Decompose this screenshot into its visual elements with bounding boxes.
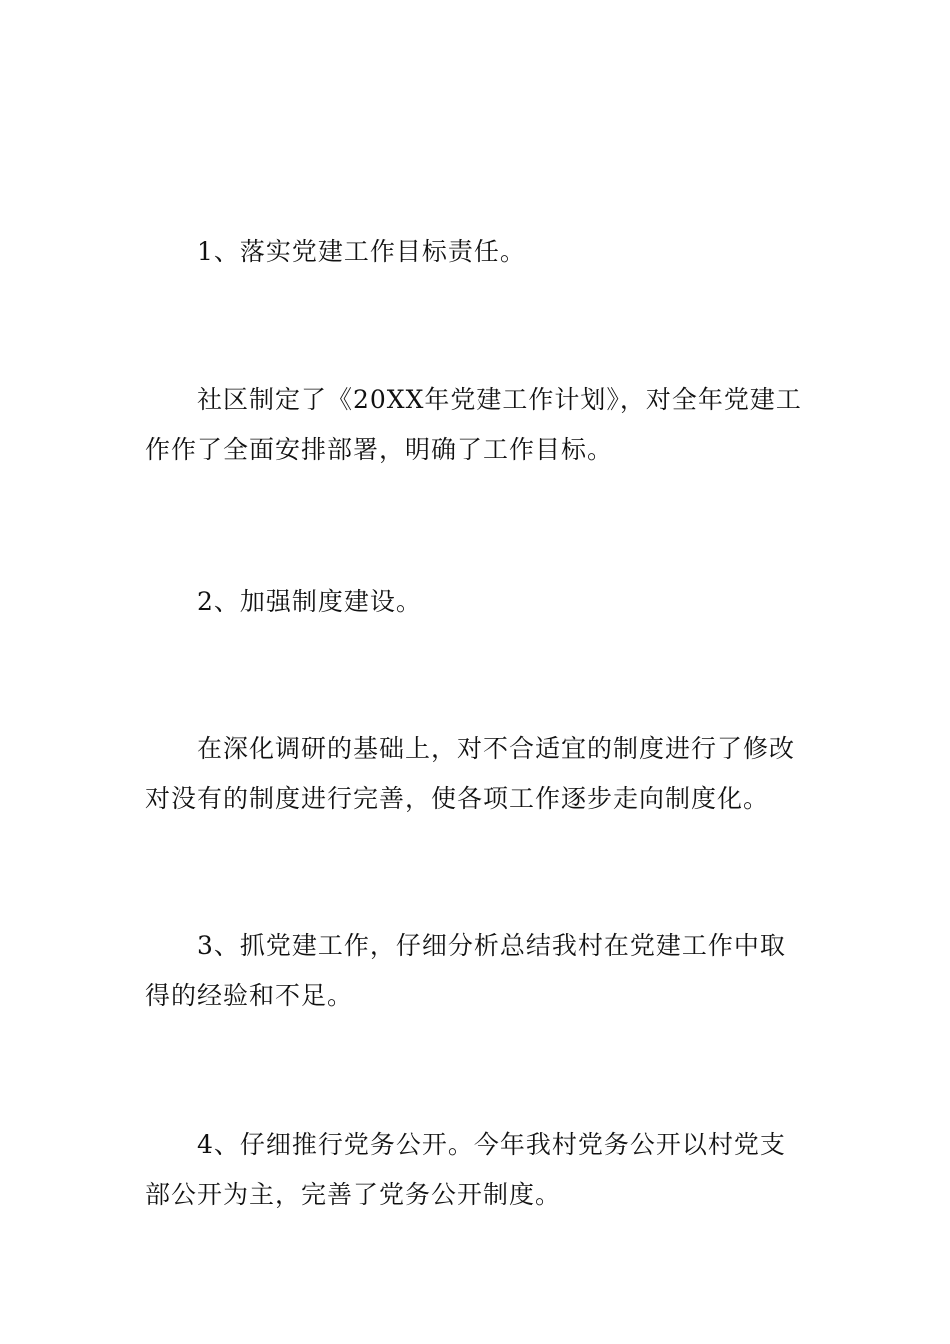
- section-heading-1: 1、落实党建工作目标责任。: [197, 237, 526, 266]
- body-paragraph-1: 社区制定了《20XX年党建工作计划》，对全年党建工作作了全面安排部署，明确了工作目标。: [145, 385, 802, 464]
- section-heading-2: 2、加强制度建设。: [197, 587, 422, 616]
- body-paragraph-2: 在深化调研的基础上，对不合适宜的制度进行了修改对没有的制度进行完善，使各项工作逐步走向制度化。: [145, 734, 796, 813]
- section-heading-4: 4、仔细推行党务公开。今年我村党务公开以村党支部公开为主，完善了党务公开制度。: [145, 1130, 786, 1209]
- section-heading-3: 3、抓党建工作，仔细分析总结我村在党建工作中取得的经验和不足。: [145, 931, 786, 1010]
